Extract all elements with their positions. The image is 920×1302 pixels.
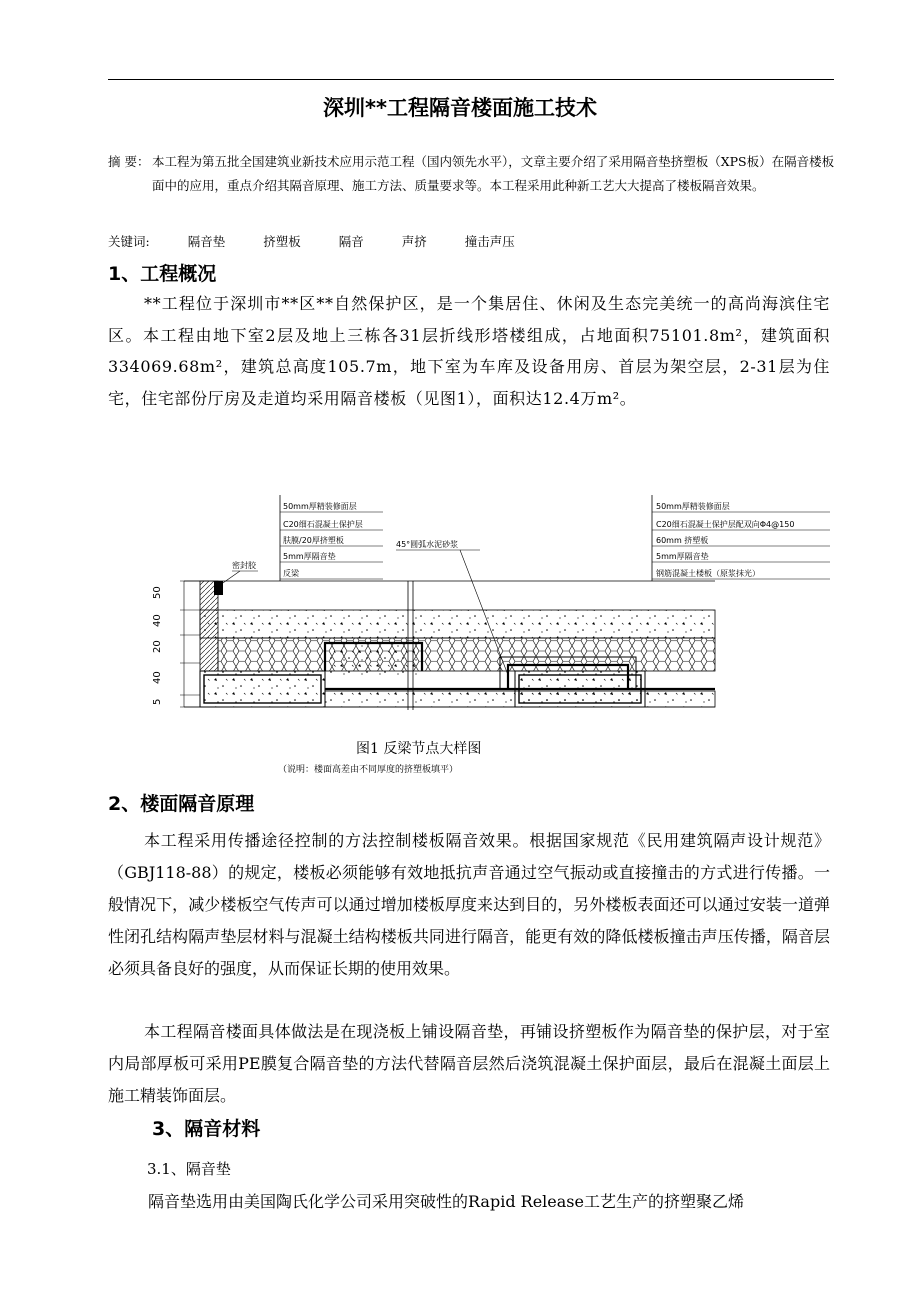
keyword: 撞击声压 [464, 234, 515, 249]
left-label: 5mm厚隔音垫 [283, 552, 336, 561]
section-2-paragraph-1: 本工程采用传播途径控制的方法控制楼板隔音效果。根据国家规范《民用建筑隔声设计规范》（GBJ118-88）的规定，楼板必须能够有效地抵抗声音通过空气振动或直接撞击的方式进行传播。一般情况下，减少楼板空气传声可以通过增加楼板厚度来达到目的，另外楼板表面还可以通过安装一道弹性闭孔结构隔声垫层材料与混凝土结构楼板共同进行隔音，能更有效的降低楼板撞击声压传播，隔音层必须具备良好的强度，从而保证长期的使用效果。 [108, 831, 830, 978]
section-1-heading: 1、工程概况 [108, 263, 217, 285]
section-2-paragraph-2: 本工程隔音楼面具体做法是在现浇板上铺设隔音垫，再铺设挤塑板作为隔音垫的保护层，对于室内局部厚板可采用PE膜复合隔音垫的方法代替隔音层然后浇筑混凝土保护面层，最后在混凝土面层上施工精装饰面层。 [108, 1022, 830, 1105]
keyword: 挤塑板 [263, 234, 301, 249]
figure-1 [140, 495, 830, 775]
left-label: 反梁 [283, 569, 299, 578]
right-label: 50mm厚精装修面层 [656, 502, 730, 511]
right-label: 钢筋混凝土楼板（原浆抹光） [656, 569, 760, 578]
left-label: 肤膜/20厚挤塑板 [283, 536, 344, 545]
figure-caption: 图1 反梁节点大样图 [356, 741, 482, 757]
dimension-label: 40 [152, 671, 163, 684]
dimension-label: 20 [152, 640, 163, 653]
right-label-block [652, 495, 830, 581]
xps-board-layer [218, 638, 715, 671]
left-label-block [280, 495, 383, 581]
header-rule [108, 79, 834, 80]
upturned-beam-right [515, 671, 645, 707]
abstract-text: 本工程为第五批全国建筑业新技术应用示范工程（国内领先水平），文章主要介绍了采用隔音垫挤塑板（XPS板）在隔音楼板面中的应用，重点介绍其隔音原理、施工方法、质量要求等。本工程采用此种新工艺大大提高了楼板隔音效果。 [152, 154, 835, 193]
dimension-label: 5 [152, 698, 163, 705]
figure-note: （说明：楼面高差由不同厚度的挤塑板填平） [278, 765, 459, 775]
right-label: C20细石混凝土保护层配双向Φ4@150 [656, 520, 795, 529]
keyword: 隔音垫 [187, 234, 226, 249]
concrete-layer [200, 610, 715, 638]
beam-detail-drawing [140, 495, 830, 775]
mortar-label: 45°圆弧水泥砂浆 [396, 540, 459, 549]
keywords [108, 232, 549, 250]
dimension-chain [152, 581, 200, 707]
keyword: 声挤 [401, 234, 427, 249]
dimension-label: 50 [152, 586, 163, 599]
keyword: 隔音 [338, 234, 364, 249]
section-3-1-heading: 3.1、隔音垫 [147, 1160, 231, 1178]
upturned-beam-left [200, 671, 325, 707]
left-label: C20细石混凝土保护层 [283, 520, 363, 529]
page-title: 深圳**工程隔音楼面施工技术 [323, 96, 597, 120]
sealant-label: 密封胶 [232, 561, 256, 570]
section-2-heading: 2、楼面隔音原理 [108, 793, 255, 815]
abstract [108, 150, 843, 198]
keywords-label: 关键词: [108, 234, 150, 249]
sealant-block [214, 581, 223, 595]
right-label: 60mm 挤塑板 [656, 536, 709, 545]
section-3-heading: 3、隔音材料 [152, 1118, 261, 1140]
right-label: 5mm厚隔音垫 [656, 552, 709, 561]
dimension-label: 40 [152, 614, 163, 627]
section-3-1-paragraph: 隔音垫选用由美国陶氏化学公司采用突破性的Rapid Release工艺生产的挤塑聚乙烯 [148, 1192, 744, 1211]
abstract-label: 摘 要： [108, 154, 150, 169]
section-1-paragraph: **工程位于深圳市**区**自然保护区，是一个集居住、休闲及生态完美统一的高尚海滨住宅区。本工程由地下室2层及地上三栋各31层折线形塔楼组成，占地面积75101.8m²，建筑面积334069.68m²，建筑总高度105.7m，地下室为车库及设备用房、首层为架空层，2-31层为住宅，住宅部份厅房及走道均采用隔音楼板（见图1），面积达12.4万m²。 [108, 294, 830, 408]
left-label: 50mm厚精装修面层 [283, 502, 357, 511]
